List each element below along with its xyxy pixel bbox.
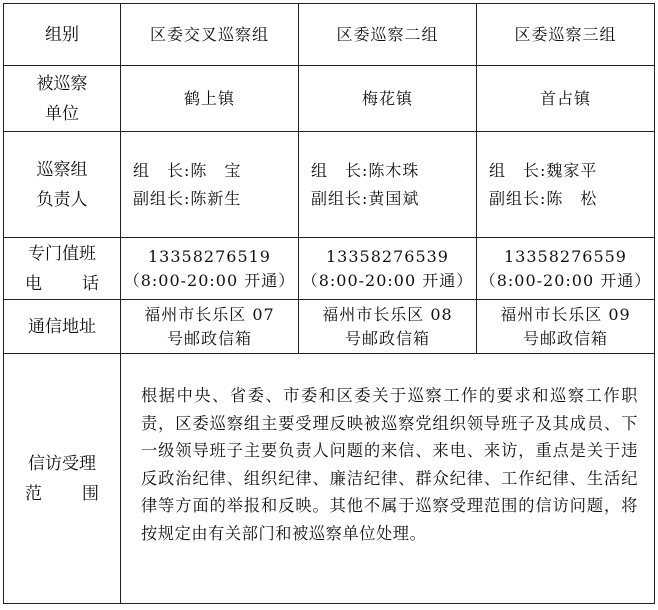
scope-cell	[121, 354, 655, 604]
row-label-line: 负责人	[36, 189, 88, 210]
deputy-leader-line: 副组长:陈 松	[489, 188, 598, 208]
table-row	[4, 238, 655, 300]
phone-cell	[299, 238, 477, 300]
address-line: 福州市长乐区 09	[500, 304, 631, 324]
row-label-line: 信访受理	[28, 453, 96, 474]
phone-number: 13358276519	[148, 246, 271, 266]
address-line: 福州市长乐区 07	[144, 304, 275, 324]
table-row	[4, 132, 655, 238]
phone-hours: （8:00-20:00 开通）	[123, 270, 296, 290]
deputy-leader-line: 副组长:陈新生	[133, 188, 242, 208]
leader-line: 组 长:陈 宝	[133, 160, 242, 180]
row-label-cell	[4, 300, 121, 354]
unit-cell	[299, 66, 477, 132]
row-label-cell	[4, 238, 121, 300]
row-label-line: 巡察组	[36, 159, 88, 180]
row-label-cell	[4, 354, 121, 604]
group-header: 区委交叉巡察组	[149, 24, 269, 44]
table-row	[4, 4, 655, 66]
phone-cell	[121, 238, 299, 300]
address-cell	[299, 300, 477, 354]
leader-cell	[477, 132, 655, 238]
unit-value: 鹤上镇	[183, 88, 235, 108]
row-label-line: 范围	[25, 483, 99, 504]
unit-value: 梅花镇	[361, 88, 413, 108]
address-line: 福州市长乐区 08	[322, 304, 453, 324]
group-header: 区委巡察二组	[336, 24, 439, 44]
row-label-cell	[4, 132, 121, 238]
phone-number: 13358276559	[504, 246, 627, 266]
address-cell	[477, 300, 655, 354]
unit-cell	[477, 66, 655, 132]
row-label-line: 专门值班	[28, 243, 96, 264]
row-label-line: 被巡察	[36, 73, 88, 94]
address-line: 号邮政信箱	[522, 328, 608, 348]
phone-cell	[477, 238, 655, 300]
phone-hours: （8:00-20:00 开通）	[301, 270, 474, 290]
leader-line: 组 长:魏家平	[489, 160, 598, 180]
header-label-cell	[4, 4, 121, 66]
header-label: 组别	[45, 24, 79, 45]
leader-line: 组 长:陈木珠	[311, 160, 420, 180]
group-header: 区委巡察三组	[514, 24, 617, 44]
unit-value: 首占镇	[539, 88, 591, 108]
group-header-cell	[121, 4, 299, 66]
row-label-cell	[4, 66, 121, 132]
leader-cell	[121, 132, 299, 238]
leader-cell	[299, 132, 477, 238]
unit-cell	[121, 66, 299, 132]
row-label-line: 电话	[25, 273, 99, 294]
address-line: 号邮政信箱	[344, 328, 430, 348]
row-label: 通信地址	[28, 316, 96, 337]
row-label-line: 单位	[45, 103, 79, 124]
phone-number: 13358276539	[326, 246, 449, 266]
scope-text: 根据中央、省委、市委和区委关于巡察工作的要求和巡察工作职责，区委巡察组主要受理反映被巡察党组织领导班子及其成员、下一级领导班子主要负责人问题的来信、来电、来访，重点是关于违反政治纪律、组织纪律、廉洁纪律、群众纪律、工作纪律、生活纪律等方面的举报和反映。其他不属于巡察受理范围的信访问题，将按规定由有关部门和被巡察单位处理。	[141, 386, 638, 543]
deputy-leader-line: 副组长:黄国斌	[311, 188, 420, 208]
inspection-info-table	[3, 3, 655, 604]
address-line: 号邮政信箱	[166, 328, 252, 348]
group-header-cell	[299, 4, 477, 66]
table-row	[4, 66, 655, 132]
table-row	[4, 354, 655, 604]
table-row	[4, 300, 655, 354]
phone-hours: （8:00-20:00 开通）	[479, 270, 652, 290]
group-header-cell	[477, 4, 655, 66]
address-cell	[121, 300, 299, 354]
